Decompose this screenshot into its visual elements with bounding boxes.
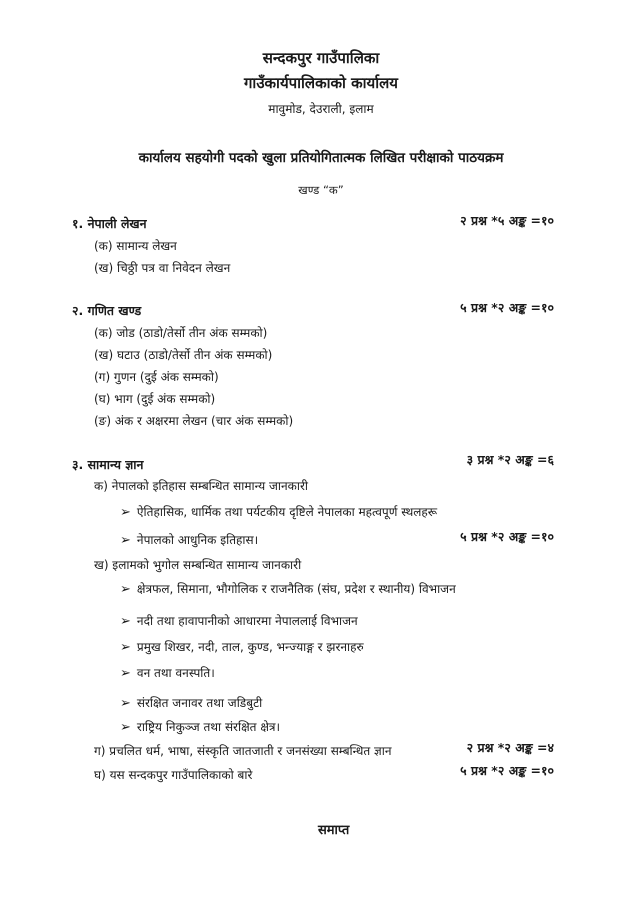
arrow-bullet-icon: ➢ xyxy=(120,720,131,735)
subsection-d-marks: ५ प्रश्न *२ अङ्क =१० xyxy=(460,763,554,778)
syllabus-title: कार्यालय सहयोगी पदको खुला प्रतियोगितात्मक लिखित परीक्षाको पाठयक्रम xyxy=(138,150,504,166)
subsection-a-label: क) नेपालको इतिहास सम्बन्धित सामान्य जानकारी xyxy=(94,479,308,493)
list-item: ➢ नेपालको आधुनिक इतिहास। xyxy=(120,533,259,548)
list-item: (क) सामान्य लेखन xyxy=(94,239,177,253)
section-1-marks: २ प्रश्न *५ अङ्क =१० xyxy=(460,213,554,228)
section-1-heading: १. नेपाली लेखन xyxy=(72,216,147,231)
subsection-a-marks: ५ प्रश्न *२ अङ्क =१० xyxy=(460,529,554,544)
section-3-heading: ३. सामान्य ज्ञान xyxy=(72,457,144,472)
arrow-bullet-icon: ➢ xyxy=(120,696,131,711)
arrow-bullet-icon: ➢ xyxy=(120,666,131,681)
subsection-b-label: ख) इलामको भुगोल सम्बन्धित सामान्य जानकारी xyxy=(94,558,302,572)
section-2-marks: ५ प्रश्न *२ अङ्क =१० xyxy=(460,300,554,315)
arrow-bullet-icon: ➢ xyxy=(120,582,131,597)
list-item: (ग) गुणन (दुई अंक सम्मको) xyxy=(94,370,219,384)
list-item: (ङ) अंक र अक्षरमा लेखन (चार अंक सम्मको) xyxy=(94,414,294,428)
arrow-bullet-icon: ➢ xyxy=(120,614,131,629)
list-item: ➢ नदी तथा हावापानीको आधारमा नेपाललाई विभाजन xyxy=(120,614,358,629)
office-address: मावुमोड, देउराली, इलाम xyxy=(268,102,374,116)
list-item: ➢ ऐतिहासिक, धार्मिक तथा पर्यटकीय दृष्टिले नेपालका महत्वपूर्ण स्थलहरू xyxy=(120,505,438,520)
subsection-c-label: ग) प्रचलित धर्म, भाषा, संस्कृति जातजाती र जनसंख्या सम्बन्धित ज्ञान xyxy=(94,744,392,758)
list-item: (ख) चिठ्ठी पत्र वा निवेदन लेखन xyxy=(94,261,231,275)
list-item: (घ) भाग (दुई अंक सम्मको) xyxy=(94,392,216,406)
arrow-bullet-icon: ➢ xyxy=(120,505,131,520)
list-item: (ख) घटाउ (ठाडो/तेर्सो तीन अंक सम्मको) xyxy=(94,348,273,362)
end-mark: समाप्त xyxy=(318,823,350,838)
arrow-bullet-icon: ➢ xyxy=(120,640,131,655)
office-name: सन्दकपुर गाउँपालिका xyxy=(262,49,380,67)
arrow-bullet-icon: ➢ xyxy=(120,533,131,548)
list-item: ➢ वन तथा वनस्पति। xyxy=(120,666,215,681)
list-item: ➢ प्रमुख शिखर, नदी, ताल, कुण्ड, भन्ज्याङ्ग र झरनाहरु xyxy=(120,640,364,655)
list-item: (क) जोड (ठाडो/तेर्सो तीन अंक सम्मको) xyxy=(94,326,268,340)
section-2-heading: २. गणित खण्ड xyxy=(72,303,142,318)
list-item: ➢ क्षेत्रफल, सिमाना, भौगोलिक र राजनैतिक (संघ, प्रदेश र स्थानीय) विभाजन xyxy=(120,582,456,597)
list-item: ➢ राष्ट्रिय निकुञ्ज तथा संरक्षित क्षेत्र। xyxy=(120,720,281,735)
section-3-marks: ३ प्रश्न *२ अङ्क =६ xyxy=(466,452,554,467)
section-khanda: खण्ड “क” xyxy=(298,183,344,197)
subsection-c-marks: २ प्रश्न *२ अङ्क =४ xyxy=(466,740,554,755)
subsection-d-label: घ) यस सन्दकपुर गाउँपालिकाको बारे xyxy=(94,768,253,782)
list-item: ➢ संरक्षित जनावर तथा जडिबुटी xyxy=(120,696,263,711)
office-subtitle: गाउँकार्यपालिकाको कार्यालय xyxy=(243,74,398,92)
